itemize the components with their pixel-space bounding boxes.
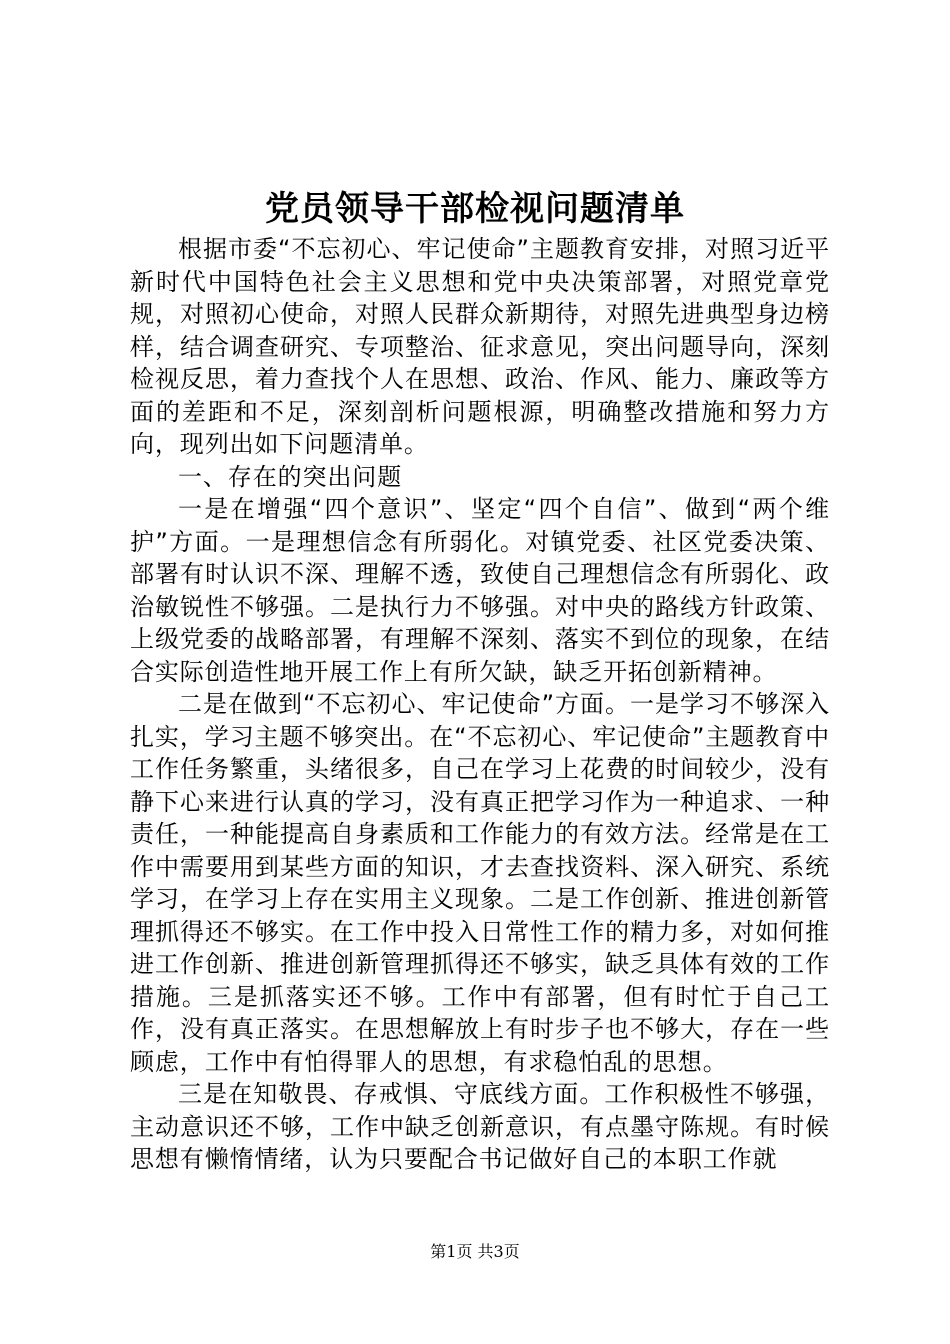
body-paragraph: 三是在知敬畏、存戒惧、守底线方面。工作积极性不够强，主动意识还不够，工作中缺乏创新意识，有点墨守陈规。有时候思想有懒惰情绪，认为只要配合书记做好自己的本职工作就 [130, 1080, 830, 1173]
body-paragraph: 二是在做到“不忘初心、牢记使命”方面。一是学习不够深入扎实，学习主题不够突出。在“不忘初心、牢记使命”主题教育中工作任务繁重，头绪很多，自己在学习上花费的时间较少，没有静下心来进行认真的学习，没有真正把学习作为一种追求、一种责任，一种能提高自身素质和工作能力的有效方法。经常是在工作中需要用到某些方面的知识，才去查找资料、深入研究、系统学习，在学习上存在实用主义现象。二是工作创新、推进创新管理抓得还不够实。在工作中投入日常性工作的精力多，对如何推进工作创新、推进创新管理抓得还不够实，缺乏具体有效的工作措施。三是抓落实还不够。工作中有部署，但有时忙于自己工作，没有真正落实。在思想解放上有时步子也不够大，存在一些顾虑，工作中有怕得罪人的思想，有求稳怕乱的思想。 [130, 690, 830, 1076]
section-heading: 一、存在的突出问题 [178, 462, 403, 491]
document-body [130, 233, 830, 1176]
body-paragraph: 一是在增强“四个意识”、坚定“四个自信”、做到“两个维护”方面。一是理想信念有所弱化。对镇党委、社区党委决策、部署有时认识不深、理解不透，致使自己理想信念有所弱化、政治敏锐性不够强。二是执行力不够强。对中央的路线方针政策、上级党委的战略部署，有理解不深刻、落实不到位的现象，在结合实际创造性地开展工作上有所欠缺，缺乏开拓创新精神。 [130, 495, 830, 686]
page-number: 第1页 共3页 [430, 1242, 520, 1261]
intro-paragraph: 根据市委“不忘初心、牢记使命”主题教育安排，对照习近平新时代中国特色社会主义思想和党中央决策部署，对照党章党规，对照初心使命，对照人民群众新期待，对照先进典型身边榜样，结合调查研究、专项整治、征求意见，突出问题导向，深刻检视反思，着力查找个人在思想、政治、作风、能力、廉政等方面的差距和不足，深刻剖析问题根源，明确整改措施和努力方向，现列出如下问题清单。 [130, 235, 830, 458]
document-title: 党员领导干部检视问题清单 [265, 189, 685, 229]
